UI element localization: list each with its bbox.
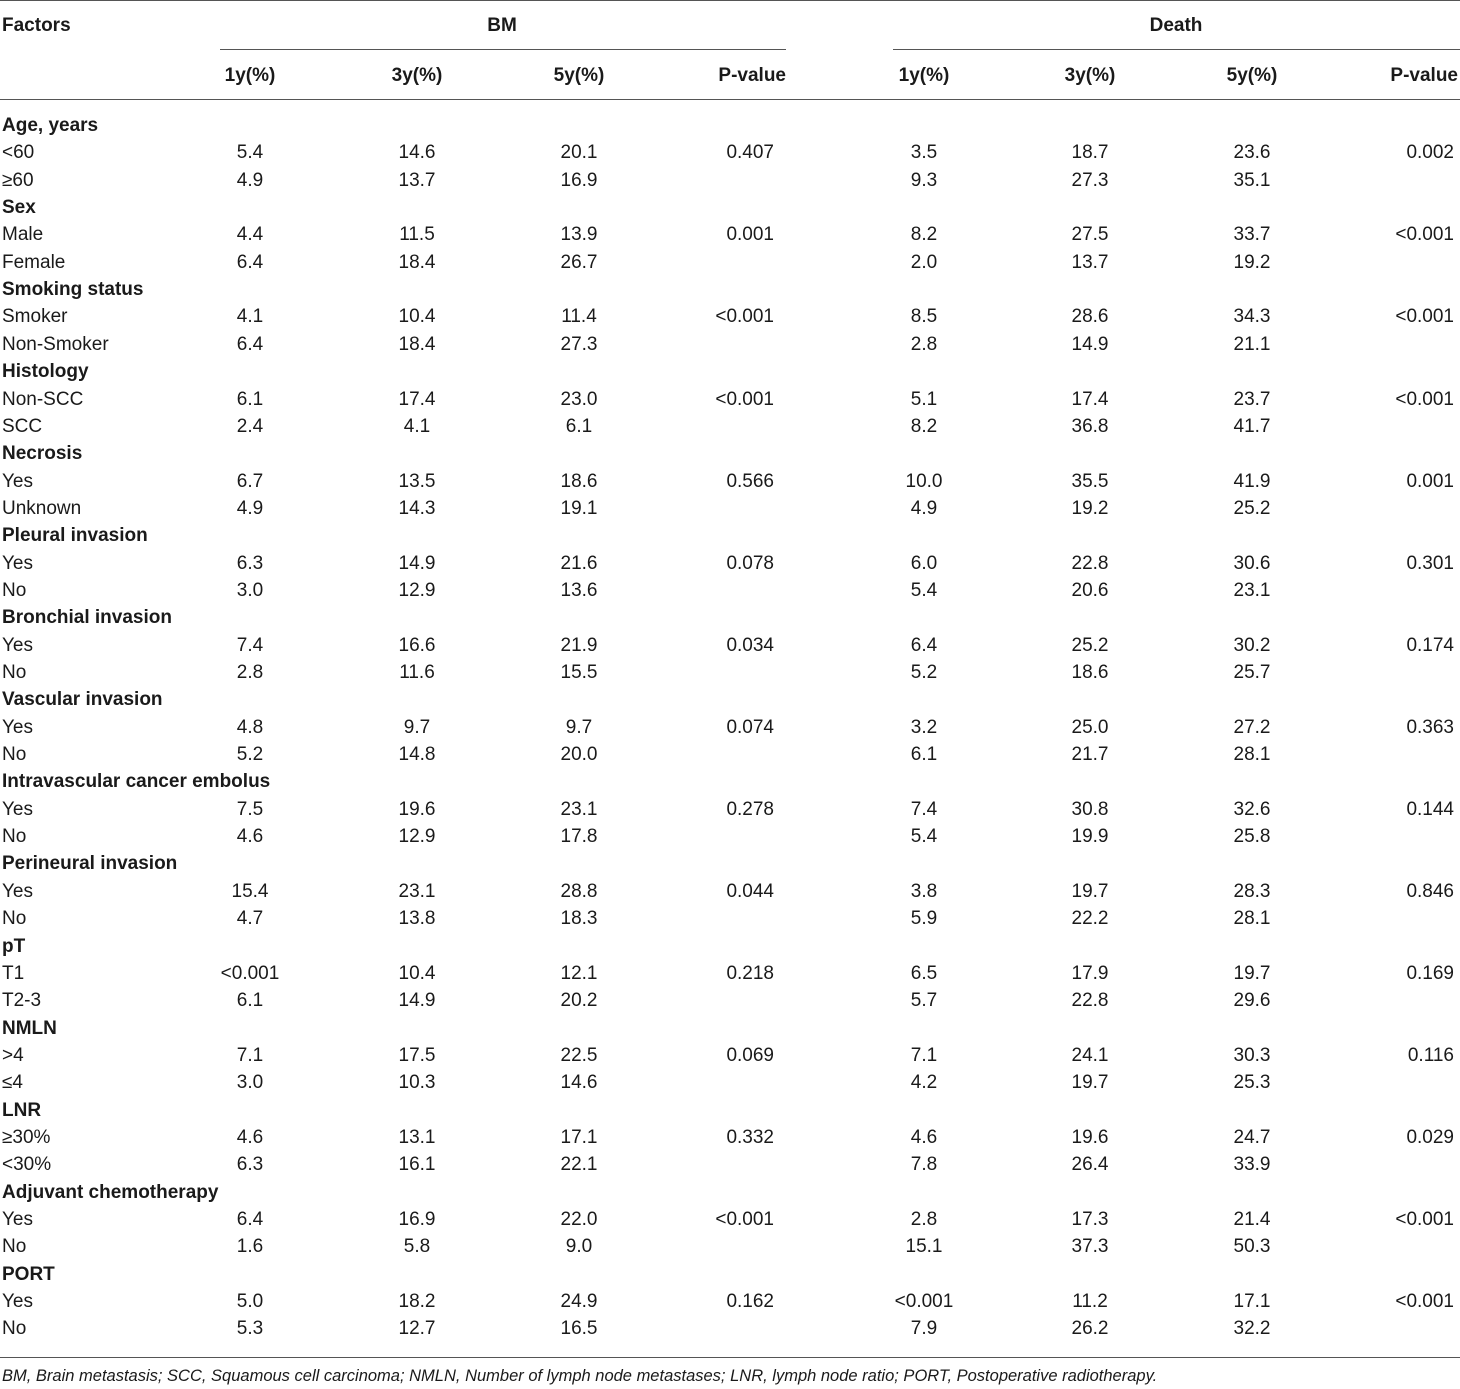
bm-1y-cell: 6.7 — [236, 471, 264, 492]
death-1y-cell: 2.0 — [910, 252, 938, 273]
death-1y-cell: 7.4 — [910, 799, 938, 820]
row-label: >4 — [2, 1045, 24, 1066]
row-label: ≤4 — [2, 1072, 23, 1093]
death-5y-cell: 33.9 — [1233, 1154, 1271, 1175]
death-3y-cell: 18.7 — [1071, 142, 1109, 163]
bm-5y-cell: 26.7 — [560, 252, 598, 273]
bm-5y-cell: 15.5 — [560, 662, 598, 683]
death-3y-cell: 26.2 — [1071, 1318, 1109, 1339]
death-p-value-header: P-value — [1390, 65, 1458, 86]
death-3y-cell: 24.1 — [1071, 1045, 1109, 1066]
bm-1y-cell: 4.4 — [236, 224, 264, 245]
death-3y-cell: 25.2 — [1071, 635, 1109, 656]
row-label: Yes — [2, 471, 33, 492]
row-label: No — [2, 826, 27, 847]
death-3y-cell: 19.7 — [1071, 881, 1109, 902]
bm-p-value-cell: 0.069 — [726, 1045, 774, 1066]
death-p-value-cell: <0.001 — [1395, 224, 1454, 245]
bm-1y-cell: 15.4 — [231, 881, 269, 902]
bm-1y-cell: 7.5 — [236, 799, 264, 820]
row-label: Yes — [2, 1291, 33, 1312]
bm-3y-cell: 13.7 — [398, 170, 436, 191]
death-p-value-cell: 0.169 — [1406, 963, 1454, 984]
death-3y-cell: 22.8 — [1071, 553, 1109, 574]
death-1y-cell: 9.3 — [910, 170, 938, 191]
row-label: Non-Smoker — [2, 334, 109, 355]
row-label: Female — [2, 252, 66, 273]
bm-5y-cell: 16.5 — [560, 1318, 598, 1339]
death-1y-cell: 6.4 — [910, 635, 938, 656]
death-p-value-cell: 0.144 — [1406, 799, 1454, 820]
bm-1y-cell: 7.1 — [236, 1045, 264, 1066]
death-5y-cell: 21.1 — [1233, 334, 1271, 355]
death-3y-cell: 35.5 — [1071, 471, 1109, 492]
bm-3y-cell: 14.9 — [398, 990, 436, 1011]
death-5y-cell: 24.7 — [1233, 1127, 1271, 1148]
death-3y-cell: 27.5 — [1071, 224, 1109, 245]
bm-1y-cell: 4.7 — [236, 908, 264, 929]
death-1y-cell: 4.2 — [910, 1072, 938, 1093]
death-1y-cell: 5.2 — [910, 662, 938, 683]
bm-3y-cell: 12.9 — [398, 580, 436, 601]
bm-1y-cell: 1.6 — [236, 1236, 264, 1257]
death-1y-cell: 15.1 — [905, 1236, 943, 1257]
death-3y-cell: 19.7 — [1071, 1072, 1109, 1093]
bm-p-value-cell: 0.001 — [726, 224, 774, 245]
bm-p-value-cell: 0.162 — [726, 1291, 774, 1312]
death-1y-cell: 8.5 — [910, 306, 938, 327]
death-3y-cell: 14.9 — [1071, 334, 1109, 355]
bm-5y-cell: 20.2 — [560, 990, 598, 1011]
bm-3y-cell: 18.2 — [398, 1291, 436, 1312]
death-p-value-cell: <0.001 — [1395, 1209, 1454, 1230]
group-label: NMLN — [2, 1018, 57, 1039]
death-3y-cell: 19.6 — [1071, 1127, 1109, 1148]
death-3y-cell: 21.7 — [1071, 744, 1109, 765]
death-p-value-cell: 0.002 — [1406, 142, 1454, 163]
death-1y-header: 1y(%) — [898, 65, 950, 86]
death-3y-header: 3y(%) — [1064, 65, 1116, 86]
death-5y-cell: 30.2 — [1233, 635, 1271, 656]
death-5y-cell: 28.1 — [1233, 908, 1271, 929]
bm-5y-cell: 13.9 — [560, 224, 598, 245]
death-3y-cell: 20.6 — [1071, 580, 1109, 601]
death-5y-cell: 35.1 — [1233, 170, 1271, 191]
death-1y-cell: 6.1 — [910, 744, 938, 765]
death-5y-cell: 28.3 — [1233, 881, 1271, 902]
bm-1y-cell: 5.4 — [236, 142, 264, 163]
death-1y-cell: 3.2 — [910, 717, 938, 738]
row-label: Yes — [2, 635, 33, 656]
death-1y-cell: 7.1 — [910, 1045, 938, 1066]
bm-5y-cell: 16.9 — [560, 170, 598, 191]
bm-p-value-cell: 0.332 — [726, 1127, 774, 1148]
bm-3y-cell: 11.6 — [399, 662, 435, 683]
bm-5y-cell: 23.1 — [560, 799, 598, 820]
death-5y-cell: 25.7 — [1233, 662, 1271, 683]
death-p-value-cell: 0.029 — [1406, 1127, 1454, 1148]
bm-span-rule — [220, 49, 786, 50]
bm-5y-cell: 23.0 — [560, 389, 598, 410]
death-1y-cell: 10.0 — [905, 471, 943, 492]
bm-3y-cell: 18.4 — [398, 334, 436, 355]
bm-3y-cell: 12.9 — [398, 826, 436, 847]
death-5y-header: 5y(%) — [1226, 65, 1278, 86]
death-p-value-cell: <0.001 — [1395, 389, 1454, 410]
bm-1y-cell: 5.2 — [236, 744, 264, 765]
bm-5y-cell: 21.6 — [560, 553, 598, 574]
group-label: Bronchial invasion — [2, 607, 172, 628]
row-label: Yes — [2, 717, 33, 738]
group-label: LNR — [2, 1100, 42, 1121]
bm-3y-cell: 16.9 — [398, 1209, 436, 1230]
death-5y-cell: 29.6 — [1233, 990, 1271, 1011]
bm-5y-cell: 21.9 — [560, 635, 598, 656]
bm-p-value-cell: 0.218 — [726, 963, 774, 984]
death-1y-cell: 2.8 — [910, 1209, 938, 1230]
bm-5y-header: 5y(%) — [553, 65, 605, 86]
bm-3y-cell: 14.3 — [398, 498, 436, 519]
bm-5y-cell: 22.5 — [560, 1045, 598, 1066]
row-label: T2-3 — [2, 990, 42, 1011]
bm-p-value-cell: 0.407 — [726, 142, 774, 163]
death-1y-cell: 5.9 — [910, 908, 938, 929]
bm-3y-cell: 9.7 — [403, 717, 431, 738]
factors-header: Factors — [2, 15, 71, 36]
death-3y-cell: 36.8 — [1071, 416, 1109, 437]
bm-3y-cell: 17.5 — [398, 1045, 436, 1066]
bm-5y-cell: 9.7 — [565, 717, 593, 738]
death-1y-cell: 7.8 — [910, 1154, 938, 1175]
bm-3y-cell: 19.6 — [398, 799, 436, 820]
row-label: Smoker — [2, 306, 68, 327]
death-3y-cell: 27.3 — [1071, 170, 1109, 191]
death-p-value-cell: 0.363 — [1406, 717, 1454, 738]
death-1y-cell: 5.4 — [910, 826, 938, 847]
bm-3y-cell: 14.8 — [398, 744, 436, 765]
bm-p-value-cell: <0.001 — [715, 389, 774, 410]
bm-p-value-cell: 0.566 — [726, 471, 774, 492]
death-3y-cell: 22.8 — [1071, 990, 1109, 1011]
death-5y-cell: 30.3 — [1233, 1045, 1271, 1066]
header-bottom-rule — [0, 99, 1460, 100]
death-1y-cell: <0.001 — [894, 1291, 954, 1312]
bm-1y-cell: 5.0 — [236, 1291, 264, 1312]
bm-5y-cell: 17.1 — [560, 1127, 598, 1148]
death-5y-cell: 23.6 — [1233, 142, 1271, 163]
bm-3y-cell: 18.4 — [398, 252, 436, 273]
death-3y-cell: 11.2 — [1072, 1291, 1108, 1312]
bm-3y-cell: 17.4 — [398, 389, 436, 410]
bm-3y-cell: 10.4 — [398, 963, 436, 984]
death-5y-cell: 25.2 — [1233, 498, 1271, 519]
bm-p-value-cell: 0.044 — [726, 881, 774, 902]
death-3y-cell: 37.3 — [1071, 1236, 1109, 1257]
group-label: Sex — [2, 197, 36, 218]
death-p-value-cell: 0.001 — [1406, 471, 1454, 492]
group-label: Necrosis — [2, 443, 83, 464]
bm-3y-cell: 10.3 — [398, 1072, 436, 1093]
row-label: Yes — [2, 553, 33, 574]
death-3y-cell: 19.9 — [1071, 826, 1109, 847]
death-p-value-cell: 0.846 — [1406, 881, 1454, 902]
bm-1y-cell: 3.0 — [236, 1072, 264, 1093]
bm-5y-cell: 24.9 — [560, 1291, 598, 1312]
row-label: Male — [2, 224, 44, 245]
row-label: No — [2, 580, 27, 601]
bm-1y-cell: 4.8 — [236, 717, 264, 738]
death-p-value-cell: 0.174 — [1406, 635, 1454, 656]
death-1y-cell: 2.8 — [910, 334, 938, 355]
group-label: PORT — [2, 1264, 55, 1285]
death-5y-cell: 25.8 — [1233, 826, 1271, 847]
death-3y-cell: 28.6 — [1071, 306, 1109, 327]
bm-3y-cell: 5.8 — [403, 1236, 431, 1257]
bm-1y-cell: 6.1 — [236, 990, 264, 1011]
death-3y-cell: 17.4 — [1071, 389, 1109, 410]
death-5y-cell: 32.6 — [1233, 799, 1271, 820]
death-5y-cell: 19.2 — [1233, 252, 1271, 273]
bm-3y-cell: 23.1 — [398, 881, 436, 902]
death-3y-cell: 19.2 — [1071, 498, 1109, 519]
bm-3y-cell: 4.1 — [403, 416, 431, 437]
bm-5y-cell: 6.1 — [565, 416, 593, 437]
death-1y-cell: 5.4 — [910, 580, 938, 601]
death-5y-cell: 23.1 — [1233, 580, 1271, 601]
death-1y-cell: 5.7 — [910, 990, 938, 1011]
bm-3y-cell: 14.9 — [398, 553, 436, 574]
bm-5y-cell: 22.1 — [560, 1154, 598, 1175]
death-1y-cell: 4.9 — [910, 498, 938, 519]
death-1y-cell: 3.8 — [910, 881, 938, 902]
bm-1y-cell: 6.3 — [236, 1154, 264, 1175]
table-footnote: BM, Brain metastasis; SCC, Squamous cell carcinoma; NMLN, Number of lymph node metastases; LNR, lymph node ratio; PORT, Postoperative radiotherapy. — [2, 1367, 1158, 1385]
bm-p-value-cell: 0.278 — [726, 799, 774, 820]
row-label: Unknown — [2, 498, 82, 519]
bm-5y-cell: 22.0 — [560, 1209, 598, 1230]
row-label: No — [2, 662, 27, 683]
bm-1y-cell: 6.4 — [236, 1209, 264, 1230]
death-1y-cell: 3.5 — [910, 142, 938, 163]
death-5y-cell: 28.1 — [1233, 744, 1271, 765]
bm-1y-cell: 6.3 — [236, 553, 264, 574]
death-5y-cell: 32.2 — [1233, 1318, 1271, 1339]
bm-1y-cell: 3.0 — [236, 580, 264, 601]
bm-p-value-cell: 0.034 — [726, 635, 774, 656]
death-5y-cell: 34.3 — [1233, 306, 1271, 327]
bm-5y-cell: 20.0 — [560, 744, 598, 765]
row-label: Non-SCC — [2, 389, 84, 410]
bm-1y-cell: 4.1 — [236, 306, 264, 327]
bm-3y-cell: 16.1 — [398, 1154, 436, 1175]
death-3y-cell: 25.0 — [1071, 717, 1109, 738]
bm-3y-cell: 16.6 — [398, 635, 436, 656]
bm-1y-header: 1y(%) — [224, 65, 276, 86]
bm-3y-cell: 11.5 — [399, 224, 435, 245]
bm-1y-cell: 2.4 — [236, 416, 264, 437]
death-5y-cell: 17.1 — [1233, 1291, 1271, 1312]
bm-1y-cell: 4.6 — [236, 1127, 264, 1148]
bm-5y-cell: 19.1 — [560, 498, 598, 519]
bm-1y-cell: 6.4 — [236, 334, 264, 355]
death-5y-cell: 50.3 — [1233, 1236, 1271, 1257]
bm-5y-cell: 27.3 — [560, 334, 598, 355]
bm-3y-cell: 14.6 — [398, 142, 436, 163]
bm-p-value-cell: <0.001 — [715, 1209, 774, 1230]
death-p-value-cell: 0.301 — [1406, 553, 1454, 574]
row-label: No — [2, 1236, 27, 1257]
row-label: No — [2, 744, 27, 765]
bm-1y-cell: <0.001 — [220, 963, 280, 984]
row-label: Yes — [2, 881, 33, 902]
bm-1y-cell: 4.9 — [236, 170, 264, 191]
bm-5y-cell: 28.8 — [560, 881, 598, 902]
bm-1y-cell: 4.6 — [236, 826, 264, 847]
row-label: Yes — [2, 1209, 33, 1230]
bm-p-value-header: P-value — [718, 65, 786, 86]
bm-p-value-cell: 0.074 — [726, 717, 774, 738]
group-label: Histology — [2, 361, 89, 382]
bm-1y-cell: 2.8 — [236, 662, 264, 683]
death-3y-cell: 22.2 — [1071, 908, 1109, 929]
death-5y-cell: 21.4 — [1233, 1209, 1271, 1230]
death-5y-cell: 19.7 — [1233, 963, 1271, 984]
death-1y-cell: 4.6 — [910, 1127, 938, 1148]
death-1y-cell: 6.0 — [910, 553, 938, 574]
death-3y-cell: 26.4 — [1071, 1154, 1109, 1175]
row-label: No — [2, 908, 27, 929]
bm-5y-cell: 20.1 — [560, 142, 598, 163]
group-label: pT — [2, 936, 26, 957]
row-label: T1 — [2, 963, 25, 984]
bm-1y-cell: 5.3 — [236, 1318, 264, 1339]
death-group-header: Death — [1149, 15, 1203, 36]
death-3y-cell: 30.8 — [1071, 799, 1109, 820]
bm-5y-cell: 13.6 — [560, 580, 598, 601]
bm-3y-header: 3y(%) — [391, 65, 443, 86]
bm-5y-cell: 9.0 — [565, 1236, 593, 1257]
group-label: Perineural invasion — [2, 853, 178, 874]
bm-5y-cell: 17.8 — [560, 826, 598, 847]
death-span-rule — [893, 49, 1460, 50]
death-3y-cell: 18.6 — [1071, 662, 1109, 683]
bm-p-value-cell: 0.078 — [726, 553, 774, 574]
row-label: SCC — [2, 416, 43, 437]
bm-5y-cell: 18.6 — [560, 471, 598, 492]
bm-5y-cell: 12.1 — [560, 963, 598, 984]
bm-3y-cell: 12.7 — [398, 1318, 436, 1339]
group-label: Age, years — [2, 115, 99, 136]
death-1y-cell: 7.9 — [910, 1318, 938, 1339]
death-1y-cell: 8.2 — [910, 416, 938, 437]
death-3y-cell: 17.3 — [1071, 1209, 1109, 1230]
death-p-value-cell: 0.116 — [1407, 1045, 1454, 1066]
death-3y-cell: 17.9 — [1071, 963, 1109, 984]
bm-p-value-cell: <0.001 — [715, 306, 774, 327]
bm-5y-cell: 14.6 — [560, 1072, 598, 1093]
death-p-value-cell: <0.001 — [1395, 306, 1454, 327]
top-rule — [0, 0, 1460, 1]
death-3y-cell: 13.7 — [1071, 252, 1109, 273]
row-label: No — [2, 1318, 27, 1339]
row-label: ≥30% — [2, 1127, 51, 1148]
death-5y-cell: 33.7 — [1233, 224, 1271, 245]
bm-3y-cell: 10.4 — [398, 306, 436, 327]
row-label: Yes — [2, 799, 33, 820]
group-label: Intravascular cancer embolus — [2, 771, 271, 792]
bm-1y-cell: 7.4 — [236, 635, 264, 656]
bm-1y-cell: 6.1 — [236, 389, 264, 410]
bm-5y-cell: 18.3 — [560, 908, 598, 929]
death-5y-cell: 41.9 — [1233, 471, 1271, 492]
bm-5y-cell: 11.4 — [561, 306, 597, 327]
group-label: Smoking status — [2, 279, 144, 300]
death-5y-cell: 23.7 — [1233, 389, 1271, 410]
bm-1y-cell: 4.9 — [236, 498, 264, 519]
death-p-value-cell: <0.001 — [1395, 1291, 1454, 1312]
death-5y-cell: 27.2 — [1233, 717, 1271, 738]
death-1y-cell: 5.1 — [910, 389, 938, 410]
bm-3y-cell: 13.5 — [398, 471, 436, 492]
death-5y-cell: 30.6 — [1233, 553, 1271, 574]
death-5y-cell: 41.7 — [1233, 416, 1271, 437]
group-label: Adjuvant chemotherapy — [2, 1182, 219, 1203]
bm-3y-cell: 13.8 — [398, 908, 436, 929]
bm-1y-cell: 6.4 — [236, 252, 264, 273]
death-5y-cell: 25.3 — [1233, 1072, 1271, 1093]
bm-group-header: BM — [487, 15, 517, 36]
row-label: ≥60 — [2, 170, 34, 191]
death-1y-cell: 6.5 — [910, 963, 938, 984]
death-1y-cell: 8.2 — [910, 224, 938, 245]
group-label: Vascular invasion — [2, 689, 163, 710]
row-label: <60 — [2, 142, 35, 163]
group-label: Pleural invasion — [2, 525, 148, 546]
bottom-rule — [0, 1357, 1460, 1358]
row-label: <30% — [2, 1154, 52, 1175]
bm-3y-cell: 13.1 — [398, 1127, 436, 1148]
